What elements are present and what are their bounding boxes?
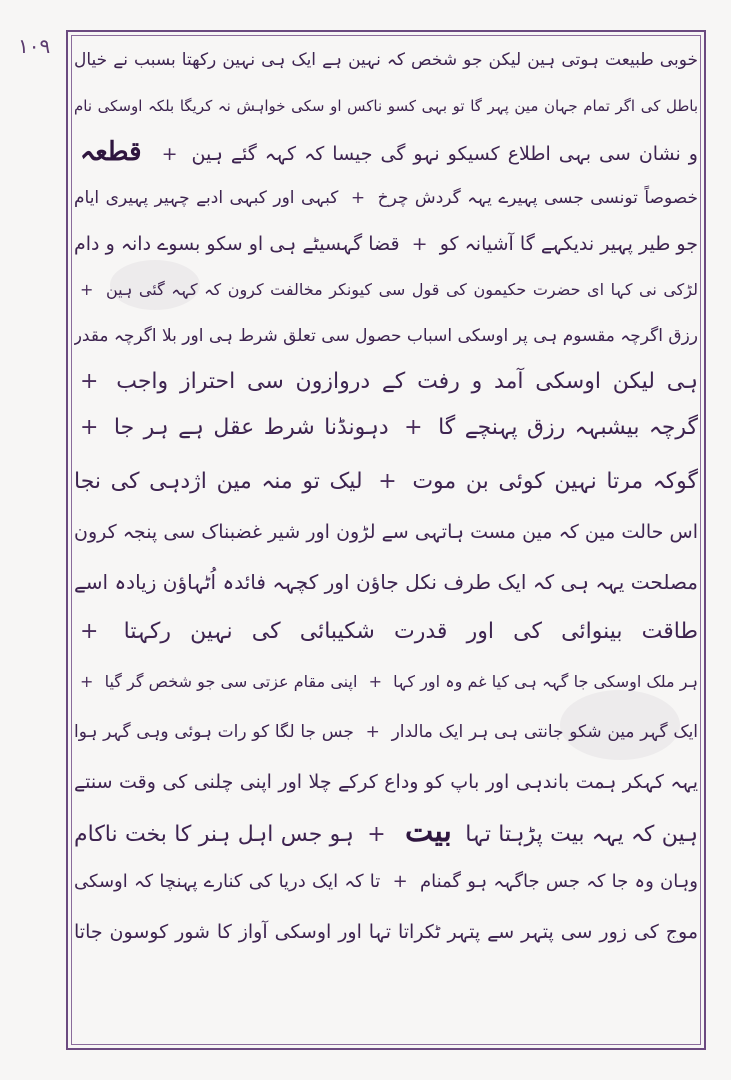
text-line <box>74 362 698 402</box>
verse-separator: + <box>80 280 94 299</box>
section-heading-bayt: بیت <box>405 814 452 849</box>
page-number: ١٠٩ <box>18 34 51 58</box>
text-line: اس حالت مین کہ مین مست ہاتہی سے لڑون اور شیر غضبناک سی پنجہ کرون <box>74 521 698 543</box>
text-line: موج کی زور سی پتہر سے پتہر ٹکراتا تہا اور اوسکی آواز کا شور کوسون جاتا <box>74 921 698 943</box>
text-line <box>74 132 698 172</box>
verse-hemistich: قضا گہسیٹے ہی او سکو بسوے دانہ و دام <box>74 233 400 255</box>
verse-line <box>74 408 698 448</box>
text-segment: ہین کہ یہہ بیت پڑہتا تہا <box>465 822 698 847</box>
text-line: یہہ کہکر ہمت باندہی اور باپ کو وداع کرکے چلا اور اپنی چلنی کی وقت سنتے <box>74 771 698 793</box>
verse-line <box>74 662 698 702</box>
verse-separator: + <box>80 369 99 394</box>
verse-hemistich: گوکہ مرتا نہین کوئی بن موت <box>412 469 698 494</box>
verse-separator: + <box>350 188 366 208</box>
text-segment: ہی لیکن اوسکی آمد و رفت کے دروازون سی احتراز واجب <box>116 369 698 394</box>
text-segment: طاقت بینوائی کی اور قدرت شکیبائی کی نہین رکہتا <box>123 619 698 644</box>
verse-hemistich: ہو جس اہل ہنر کا بخت ناکام <box>74 822 354 847</box>
text-segment: و نشان سی بہی اطلاع کسیکو نہو گی جیسا کہ کہہ گئے ہین <box>191 143 698 165</box>
verse-line <box>74 224 698 264</box>
verse-hemistich: وہان وہ جا کہ جس جاگہہ ہو گمنام <box>419 871 698 892</box>
text-line <box>74 612 698 652</box>
verse-hemistich: جس جا لگا کو رات ہوئی وہی گہر ہوا <box>74 722 354 742</box>
verse-separator: + <box>378 469 397 494</box>
text-line: خوبی طبیعت ہوتی ہین لیکن جو شخص کہ نہین ہے ایک ہی نہین رکھتا بسبب نے خیال <box>74 50 698 70</box>
verse-line <box>74 862 698 902</box>
verse-separator: + <box>404 415 423 440</box>
verse-hemistich: گرچہ بیشبہہ رزق پہنچے گا <box>438 415 698 440</box>
verse-hemistich: ایک گہر مین شکو جانتی ہی ہر ایک مالدار <box>391 722 698 742</box>
verse-hemistich: ہر ملک اوسکی جا گہہ ہی کیا غم وہ اور کہا <box>393 672 698 691</box>
verse-separator: + <box>80 619 99 644</box>
text-segment: تا کہ ایک دریا کی کنارے پہنچا کہ اوسکی <box>74 871 381 892</box>
verse-separator: + <box>368 672 382 691</box>
verse-hemistich: خصوصاً تونسی جسی پہیرے یہہ گردش چرخ <box>377 188 698 208</box>
section-heading-qita: قطعہ <box>80 137 142 167</box>
verse-line <box>74 178 698 218</box>
verse-separator: + <box>161 143 178 165</box>
verse-separator: + <box>392 871 408 892</box>
text-line <box>74 812 698 852</box>
verse-separator: + <box>367 822 386 847</box>
text-line: باطل کی اگر تمام جہان مین پہر گا تو بہی کسو ناکس او سکی خواہش نہ کریگا بلکہ اوسکی نام <box>74 97 698 115</box>
verse-hemistich: دہونڈنا شرط عقل ہے ہر جا <box>113 415 389 440</box>
verse-hemistich: جو طیر پہیر ندیکہے گا آشیانہ کو <box>439 233 698 255</box>
verse-separator: + <box>411 233 428 255</box>
verse-separator: + <box>80 672 94 691</box>
text-line: رزق اگرچہ مقسوم ہی پر اوسکی اسباب حصول سی تعلق شرط ہی اور بلا اگرچہ مقدر <box>74 326 698 346</box>
verse-line <box>74 462 698 502</box>
text-segment: لڑکی نی کہا ای حضرت حکیمون کی قول سی کیونکر مخالفت کرون کہ کہہ گئی ہین <box>105 280 698 299</box>
text-line <box>74 270 698 310</box>
verse-separator: + <box>80 415 99 440</box>
manuscript-text <box>74 40 698 1040</box>
text-line: مصلحت یہہ ہی کہ ایک طرف نکل جاؤن اور کچہہ فائدہ اُٹہاؤن زیادہ اسے <box>74 570 698 594</box>
verse-separator: + <box>365 722 380 742</box>
verse-hemistich: لیک تو منہ مین اژدہی کی نجا <box>74 469 363 494</box>
verse-hemistich: اپنی مقام عزتی سی جو شخص گر گیا <box>104 672 358 691</box>
verse-line <box>74 712 698 752</box>
verse-hemistich: کبہی اور کبہی ادبے چہیر پہیری ایام <box>74 188 339 208</box>
